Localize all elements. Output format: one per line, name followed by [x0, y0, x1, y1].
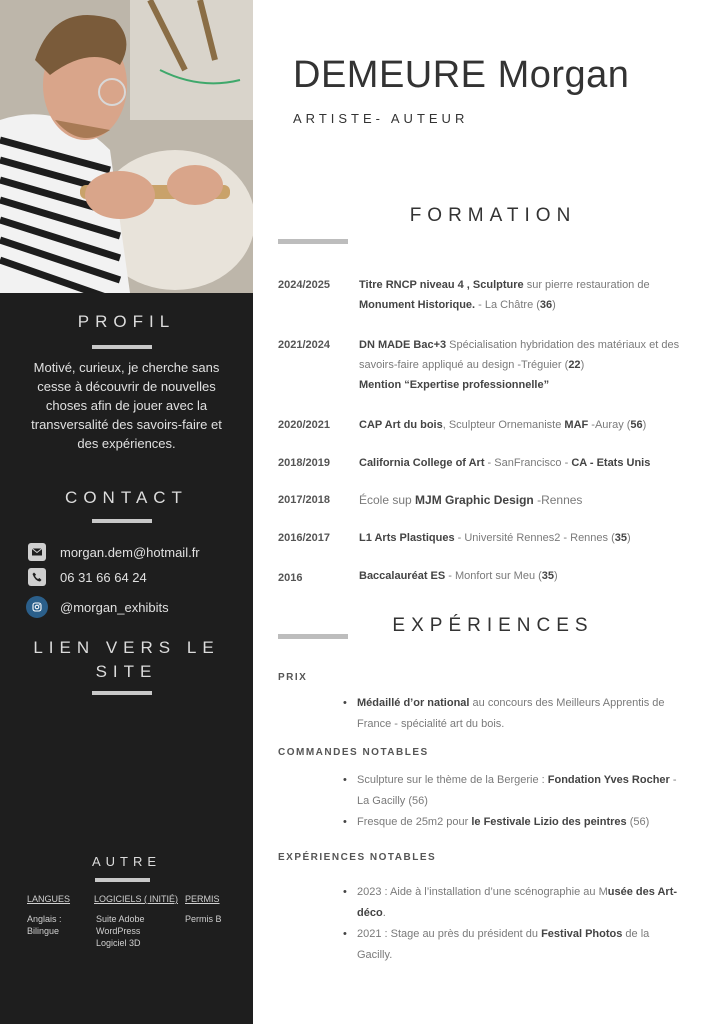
contact-instagram[interactable]: @morgan_exhibits	[60, 599, 169, 615]
contact-email-row[interactable]	[28, 541, 200, 563]
profil-heading: PROFIL	[77, 312, 176, 331]
formation-year: 2016	[278, 572, 303, 584]
logiciels-column	[94, 893, 178, 949]
list-item: • 2023 : Aide à l’installation d’une scénographie au Musée des Art-déco.	[340, 882, 685, 924]
formation-divider	[278, 239, 348, 244]
prix-title: PRIX	[278, 672, 308, 683]
permis-item: Permis B	[185, 914, 222, 924]
formation-desc: Baccalauréat ES - Monfort sur Meu (35)	[359, 570, 558, 582]
experiences-heading: EXPÉRIENCES	[392, 615, 594, 636]
formation-year: 2024/2025	[278, 279, 330, 291]
logiciels-item: Suite Adobe	[96, 914, 145, 924]
permis-column	[185, 893, 222, 925]
prix-list	[340, 693, 685, 735]
autre-heading: AUTRE	[91, 854, 162, 869]
formation-desc: DN MADE Bac+3 Spécialisation hybridation des matériaux et des savoirs-faire appliqué au design -Tréguier (22) Mention “Expertise professionnelle”	[359, 335, 689, 395]
formation-desc: CAP Art du bois, Sculpteur Ornemaniste MAF -Auray (56)	[359, 419, 647, 431]
profil-divider	[92, 345, 152, 349]
formation-desc: L1 Arts Plastiques - Université Rennes2 - Rennes (35)	[359, 532, 631, 544]
langues-title: LANGUES	[27, 894, 71, 904]
langues-item: Bilingue	[27, 926, 60, 936]
notables-title: EXPÉRIENCES NOTABLES	[278, 852, 437, 863]
person-name: DEMEURE Morgan	[293, 54, 630, 96]
formation-desc: École sup MJM Graphic Design -Rennes	[359, 493, 583, 507]
person-role: ARTISTE- AUTEUR	[293, 111, 469, 126]
portrait-illustration	[0, 0, 253, 293]
commandes-list	[340, 770, 685, 833]
formation-year: 2020/2021	[278, 419, 330, 431]
contact-phone-row[interactable]	[28, 566, 147, 588]
formation-heading: FORMATION	[409, 205, 577, 226]
portrait-photo	[0, 0, 253, 293]
logiciels-item: Logiciel 3D	[96, 938, 141, 948]
phone-icon	[28, 568, 46, 586]
profil-text: Motivé, curieux, je cherche sans cesse à découvrir de nouvelles choses afin de jouer avec la transversalité des savoirs-faire et des expériences.	[31, 360, 222, 451]
commandes-title: COMMANDES NOTABLES	[278, 747, 429, 758]
logiciels-title: LOGICIELS ( INITIÉ)	[94, 894, 179, 904]
permis-title: PERMIS	[185, 894, 220, 904]
list-item: • 2021 : Stage au près du président du Festival Photos de la Gacilly.	[340, 924, 685, 966]
notables-list	[340, 882, 685, 966]
formation-year: 2017/2018	[278, 494, 330, 506]
formation-desc: California College of Art - SanFrancisco - CA - Etats Unis	[359, 457, 651, 469]
list-item: • Fresque de 25m2 pour le Festivale Lizio des peintres (56)	[340, 812, 685, 833]
formation-year: 2018/2019	[278, 457, 330, 469]
list-item: • Sculpture sur le thème de la Bergerie : Fondation Yves Rocher - La Gacilly (56)	[340, 770, 685, 812]
contact-instagram-row[interactable]	[28, 596, 169, 618]
sidebar	[0, 0, 253, 1024]
email-icon	[28, 543, 46, 561]
list-item: • Médaillé d’or national au concours des Meilleurs Apprentis de France - spécialité art du bois.	[340, 693, 685, 735]
contact-phone[interactable]: 06 31 66 64 24	[60, 569, 147, 585]
autre-divider	[95, 878, 150, 882]
instagram-icon	[26, 596, 48, 618]
contact-divider	[92, 519, 152, 523]
logiciels-item: WordPress	[96, 926, 141, 936]
site-divider	[92, 691, 152, 695]
contact-email[interactable]: morgan.dem@hotmail.fr	[60, 544, 200, 560]
langues-column	[27, 893, 70, 937]
langues-item: Anglais :	[27, 914, 62, 924]
site-link[interactable]: LIEN VERS LE SITE	[33, 638, 220, 681]
formation-year: 2016/2017	[278, 532, 330, 544]
formation-mention: Mention “Expertise professionnelle”	[359, 379, 550, 391]
formation-year: 2021/2024	[278, 339, 330, 351]
formation-desc: Titre RNCP niveau 4 , Sculpture sur pierre restauration de Monument Historique. - La Châtre (36)	[359, 279, 650, 311]
contact-heading: CONTACT	[65, 488, 188, 507]
